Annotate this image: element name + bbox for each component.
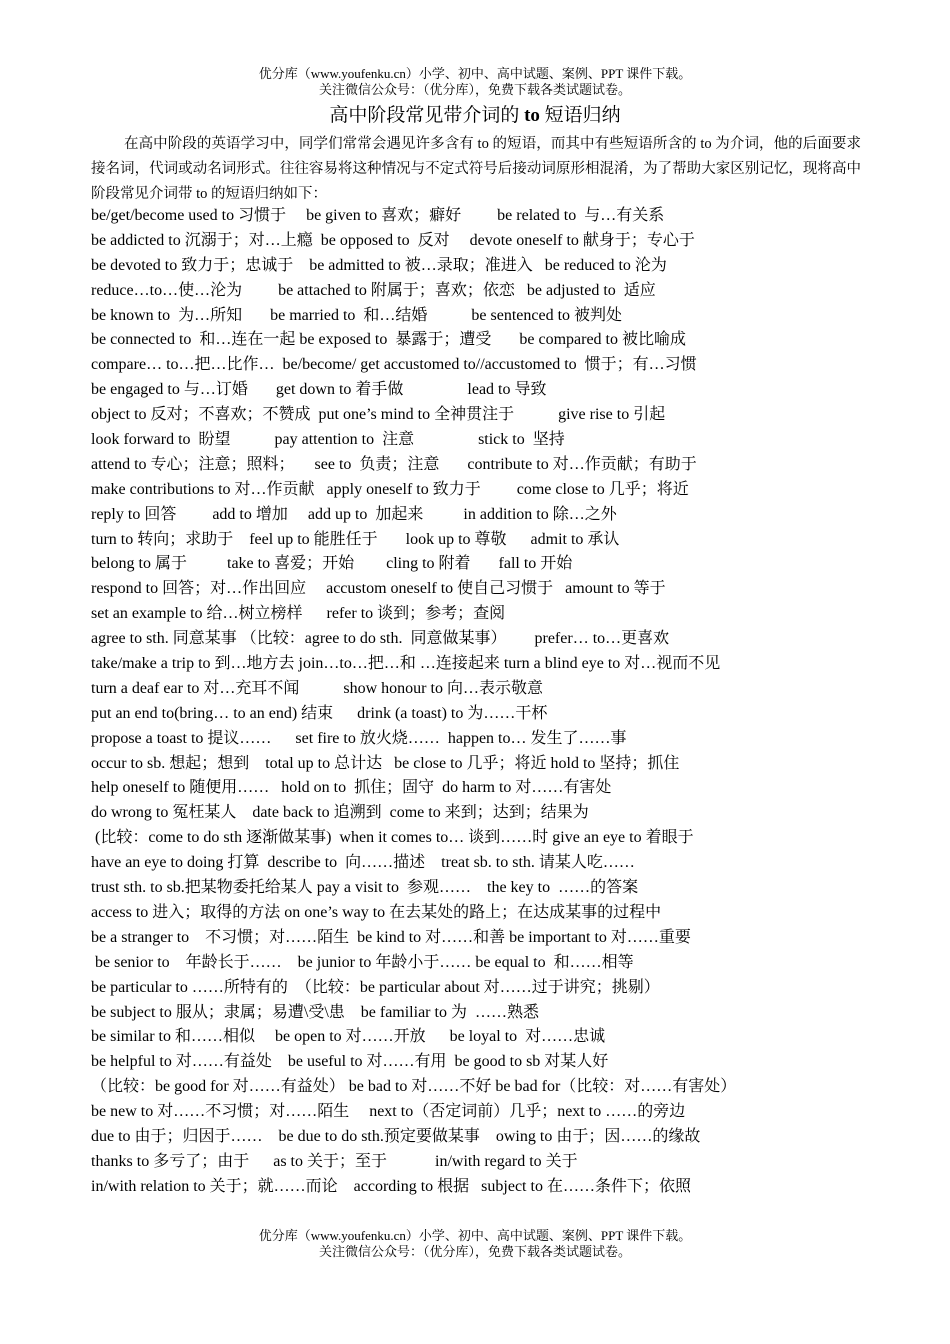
phrase-line: be helpful to 对……有益处 be useful to 对……有用 be good to sb 对某人好 bbox=[91, 1053, 609, 1071]
phrase-line: be engaged to 与…订婚 get down to 着手做 lead to 导致 bbox=[91, 381, 547, 399]
phrase-line: make contributions to 对…作贡献 apply oneself to 致力于 come close to 几乎；将近 bbox=[91, 480, 689, 498]
phrase-list bbox=[91, 204, 871, 1200]
phrase-line: due to 由于；归因于…… be due to do sth.预定要做某事 owing to 由于；因……的缘故 bbox=[91, 1127, 701, 1145]
phrase-line: compare… to…把…比作… be/become/ get accustomed to//accustomed to 惯于；有…习惯 bbox=[91, 356, 697, 374]
header-line-1: 优分库（www.youfenku.cn）小学、初中、高中试题、案例、PPT 课件下载。 bbox=[258, 66, 692, 81]
phrase-line: trust sth. to sb.把某物委托给某人 pay a visit to 参观…… the key to ……的答案 bbox=[91, 879, 639, 897]
phrase-line: be addicted to 沉溺于；对…上瘾 be opposed to 反对 devote oneself to 献身于；专心于 bbox=[91, 231, 695, 249]
phrase-line: respond to 回答；对…作出回应 accustom oneself to 使自己习惯于 amount to 等于 bbox=[91, 580, 666, 598]
phrase-line: have an eye to doing 打算 describe to 向……描述 treat sb. to sth. 请某人吃…… bbox=[91, 854, 635, 872]
phrase-line: be new to 对……不习惯；对……陌生 next to（否定词前）几乎；next to ……的旁边 bbox=[91, 1103, 686, 1121]
phrase-line: be connected to 和…连在一起 be exposed to 暴露于；遭受 be compared to 被比喻成 bbox=[91, 331, 687, 349]
phrase-line: be senior to 年龄长于…… be junior to 年龄小于…… be equal to 和……相等 bbox=[91, 953, 634, 971]
phrase-line: be/get/become used to 习惯于 be given to 喜欢；癖好 be related to 与…有关系 bbox=[91, 207, 665, 224]
document-title bbox=[0, 104, 950, 128]
phrase-line: access to 进入；取得的方法 on one’s way to 在去某处的路上；在达成某事的过程中 bbox=[91, 903, 662, 921]
phrase-line: be devoted to 致力于；忠诚于 be admitted to 被…录取；准进入 be reduced to 沦为 bbox=[91, 256, 667, 274]
phrase-line: belong to 属于 take to 喜爱；开始 cling to 附着 fall to 开始 bbox=[91, 555, 573, 573]
footer-line-2: 关注微信公众号：（优分库），免费下载各类试题试卷。 bbox=[318, 1244, 631, 1259]
phrase-line: be known to 为…所知 be married to 和…结婚 be sentenced to 被判处 bbox=[91, 306, 623, 324]
header-line-2: 关注微信公众号：（优分库），免费下载各类试题试卷。 bbox=[318, 82, 631, 97]
title-pre: 高中阶段常见带介词的 bbox=[329, 105, 525, 126]
phrase-line: be particular to ……所特有的 （比较：be particular about 对……过于讲究；挑剔） bbox=[91, 978, 660, 996]
phrase-line: thanks to 多亏了；由于 as to 关于；至于 in/with regard to 关于 bbox=[91, 1152, 578, 1170]
phrase-line: reduce…to…使…沦为 be attached to 附属于；喜欢；依恋 be adjusted to 适应 bbox=[91, 281, 656, 299]
phrase-line: propose a toast to 提议…… set fire to 放火烧…… happen to… 发生了……事 bbox=[91, 729, 627, 747]
title-bold: to bbox=[524, 105, 540, 126]
page-header bbox=[0, 66, 950, 98]
phrase-line: be subject to 服从；隶属；易遭\受\患 be familiar to 为 ……熟悉 bbox=[91, 1003, 539, 1021]
phrase-line: turn to 转向；求助于 feel up to 能胜任于 look up to 尊敬 admit to 承认 bbox=[91, 530, 620, 548]
phrase-line: put an end to(bring… to an end) 结束 drink (a toast) to 为……干杯 bbox=[91, 704, 548, 722]
phrase-line: look forward to 盼望 pay attention to 注意 stick to 坚持 bbox=[91, 431, 565, 449]
phrase-line: （比较：be good for 对……有益处） be bad to 对……不好 be bad for（比较：对……有害处） bbox=[91, 1078, 737, 1096]
intro-paragraph: 在高中阶段的英语学习中，同学们常常会遇见许多含有 to 的短语，而其中有些短语所含的 to 为介词，他的后面要求接名词，代词或动名词形式。往往容易将这种情况与不定式符号后接动词原形相混淆，为了帮助大家区别记忆，现将高中阶段常见介词带 to 的短语归纳如下： bbox=[91, 136, 861, 202]
phrase-line: be similar to 和……相似 be open to 对……开放 be loyal to 对……忠诚 bbox=[91, 1028, 606, 1046]
footer-line-1: 优分库（www.youfenku.cn）小学、初中、高中试题、案例、PPT 课件下载。 bbox=[258, 1228, 692, 1243]
phrase-line: in/with relation to 关于；就……而论 according to 根据 subject to 在……条件下；依照 bbox=[91, 1177, 691, 1195]
phrase-line: attend to 专心；注意；照料； see to 负责；注意 contribute to 对…作贡献；有助于 bbox=[91, 455, 697, 473]
phrase-line: set an example to 给…树立榜样 refer to 谈到；参考；查阅 bbox=[91, 605, 506, 623]
phrase-line: object to 反对；不喜欢；不赞成 put one’s mind to 全神贯注于 give rise to 引起 bbox=[91, 406, 666, 424]
page-footer bbox=[0, 1228, 950, 1260]
phrase-line: turn a deaf ear to 对…充耳不闻 show honour to 向…表示敬意 bbox=[91, 679, 543, 697]
phrase-line: (比较：come to do sth 逐渐做某事) when it comes to… 谈到……时 give an eye to 着眼于 bbox=[91, 829, 694, 847]
phrase-line: occur to sb. 想起；想到 total up to 总计达 be close to 几乎；将近 hold to 坚持；抓住 bbox=[91, 754, 680, 772]
phrase-line: take/make a trip to 到…地方去 join…to…把…和 …连接起来 turn a blind eye to 对…视而不见 bbox=[91, 655, 721, 673]
title-post: 短语归纳 bbox=[539, 105, 621, 126]
phrase-line: be a stranger to 不习惯；对……陌生 be kind to 对……和善 be important to 对……重要 bbox=[91, 928, 691, 946]
phrase-line: do wrong to 冤枉某人 date back to 追溯到 come to 来到；达到；结果为 bbox=[91, 804, 589, 822]
phrase-line: reply to 回答 add to 增加 add up to 加起来 in addition to 除…之外 bbox=[91, 505, 617, 523]
phrase-line: agree to sth. 同意某事 （比较：agree to do sth. 同意做某事） prefer… to…更喜欢 bbox=[91, 630, 670, 648]
phrase-line: help oneself to 随便用…… hold on to 抓住；固守 do harm to 对……有害处 bbox=[91, 779, 612, 797]
